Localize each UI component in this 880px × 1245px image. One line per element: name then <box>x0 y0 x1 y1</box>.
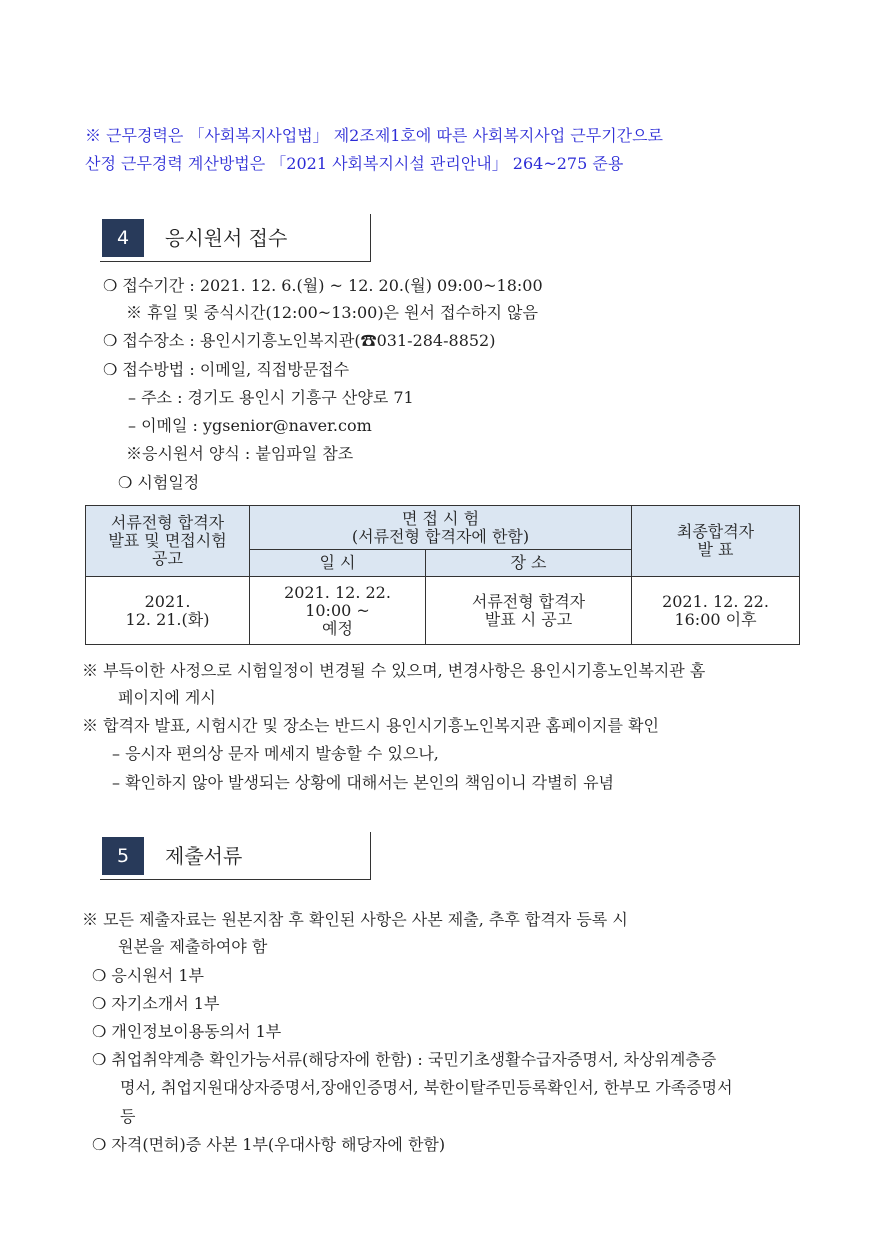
section-4-title: 응시원서 접수 <box>165 226 288 250</box>
cell-announce-date: 2021. 12. 21.(화) <box>86 577 250 645</box>
s4-line-form: ※응시원서 양식 : 붙임파일 참조 <box>126 444 354 463</box>
s5-line-intro: ❍ 자기소개서 1부 <box>92 994 220 1013</box>
s4-line-period: ❍ 접수기간 : 2021. 12. 6.(월) ~ 12. 20.(월) 09:00~18:00 <box>103 276 543 295</box>
s5-line-application: ❍ 응시원서 1부 <box>92 966 204 985</box>
cell-final-date: 2021. 12. 22. 16:00 이후 <box>632 577 800 645</box>
s5-line-note-1: ※ 모든 제출자료는 원본지참 후 확인된 사항은 사본 제출, 추후 합격자 등록 시 <box>82 910 628 929</box>
notice-line-1: ※ 근무경력은 「사회복지사업법」 제2조제1호에 따른 사회복지사업 근무기간으로 <box>85 126 664 145</box>
cell-interview-place: 서류전형 합격자 발표 시 공고 <box>426 577 632 645</box>
cell-interview-date: 2021. 12. 22. 10:00 ~ 예정 <box>250 577 426 645</box>
section-5-title: 제출서류 <box>165 844 243 868</box>
section-5-number: 5 <box>102 837 144 875</box>
s4-line-address: – 주소 : 경기도 용인시 기흥구 산양로 71 <box>128 388 414 407</box>
note-responsibility: – 확인하지 않아 발생되는 상황에 대해서는 본인의 책임이니 각별히 유념 <box>112 773 614 792</box>
schedule-table <box>85 505 800 645</box>
s5-line-license: ❍ 자격(면허)증 사본 1부(우대사항 해당자에 한함) <box>92 1135 446 1154</box>
header-announce: 서류전형 합격자 발표 및 면접시험 공고 <box>86 506 250 577</box>
note-confirm: ※ 합격자 발표, 시험시간 및 장소는 반드시 용인시기흥노인복지관 홈페이지를 확인 <box>82 716 659 735</box>
note-change-1: ※ 부득이한 사정으로 시험일정이 변경될 수 있으며, 변경사항은 용인시기흥노인복지관 홈 <box>82 661 706 680</box>
s5-line-privacy: ❍ 개인정보이용동의서 1부 <box>92 1022 282 1041</box>
s4-line-email: – 이메일 : ygsenior@naver.com <box>128 416 372 435</box>
s5-line-vulnerable-3: 등 <box>120 1107 136 1126</box>
s4-line-place: ❍ 접수장소 : 용인시기흥노인복지관(☎031-284-8852) <box>103 331 496 350</box>
note-change-2: 페이지에 게시 <box>118 688 216 707</box>
section-4-number: 4 <box>102 219 144 257</box>
subheader-date: 일 시 <box>250 550 426 577</box>
notice-line-2: 산정 근무경력 계산방법은 「2021 사회복지시설 관리안내」 264~275 준용 <box>85 154 624 173</box>
s5-line-note-2: 원본을 제출하여야 함 <box>118 937 268 956</box>
s4-line-schedule: ❍ 시험일정 <box>118 473 200 492</box>
subheader-place: 장 소 <box>426 550 632 577</box>
header-interview: 면 접 시 험 (서류전형 합격자에 한함) <box>250 506 632 550</box>
s4-line-lunch-note: ※ 휴일 및 중식시간(12:00~13:00)은 원서 접수하지 않음 <box>126 303 538 322</box>
note-sms: – 응시자 편의상 문자 메세지 발송할 수 있으나, <box>112 744 439 763</box>
header-final: 최종합격자 발 표 <box>632 506 800 577</box>
s5-line-vulnerable-1: ❍ 취업취약계층 확인가능서류(해당자에 한함) : 국민기초생활수급자증명서, 차상위계층증 <box>92 1050 717 1069</box>
s4-line-method: ❍ 접수방법 : 이메일, 직접방문접수 <box>103 360 350 379</box>
s5-line-vulnerable-2: 명서, 취업지원대상자증명서,장애인증명서, 북한이탈주민등록확인서, 한부모 가족증명서 <box>120 1078 733 1097</box>
